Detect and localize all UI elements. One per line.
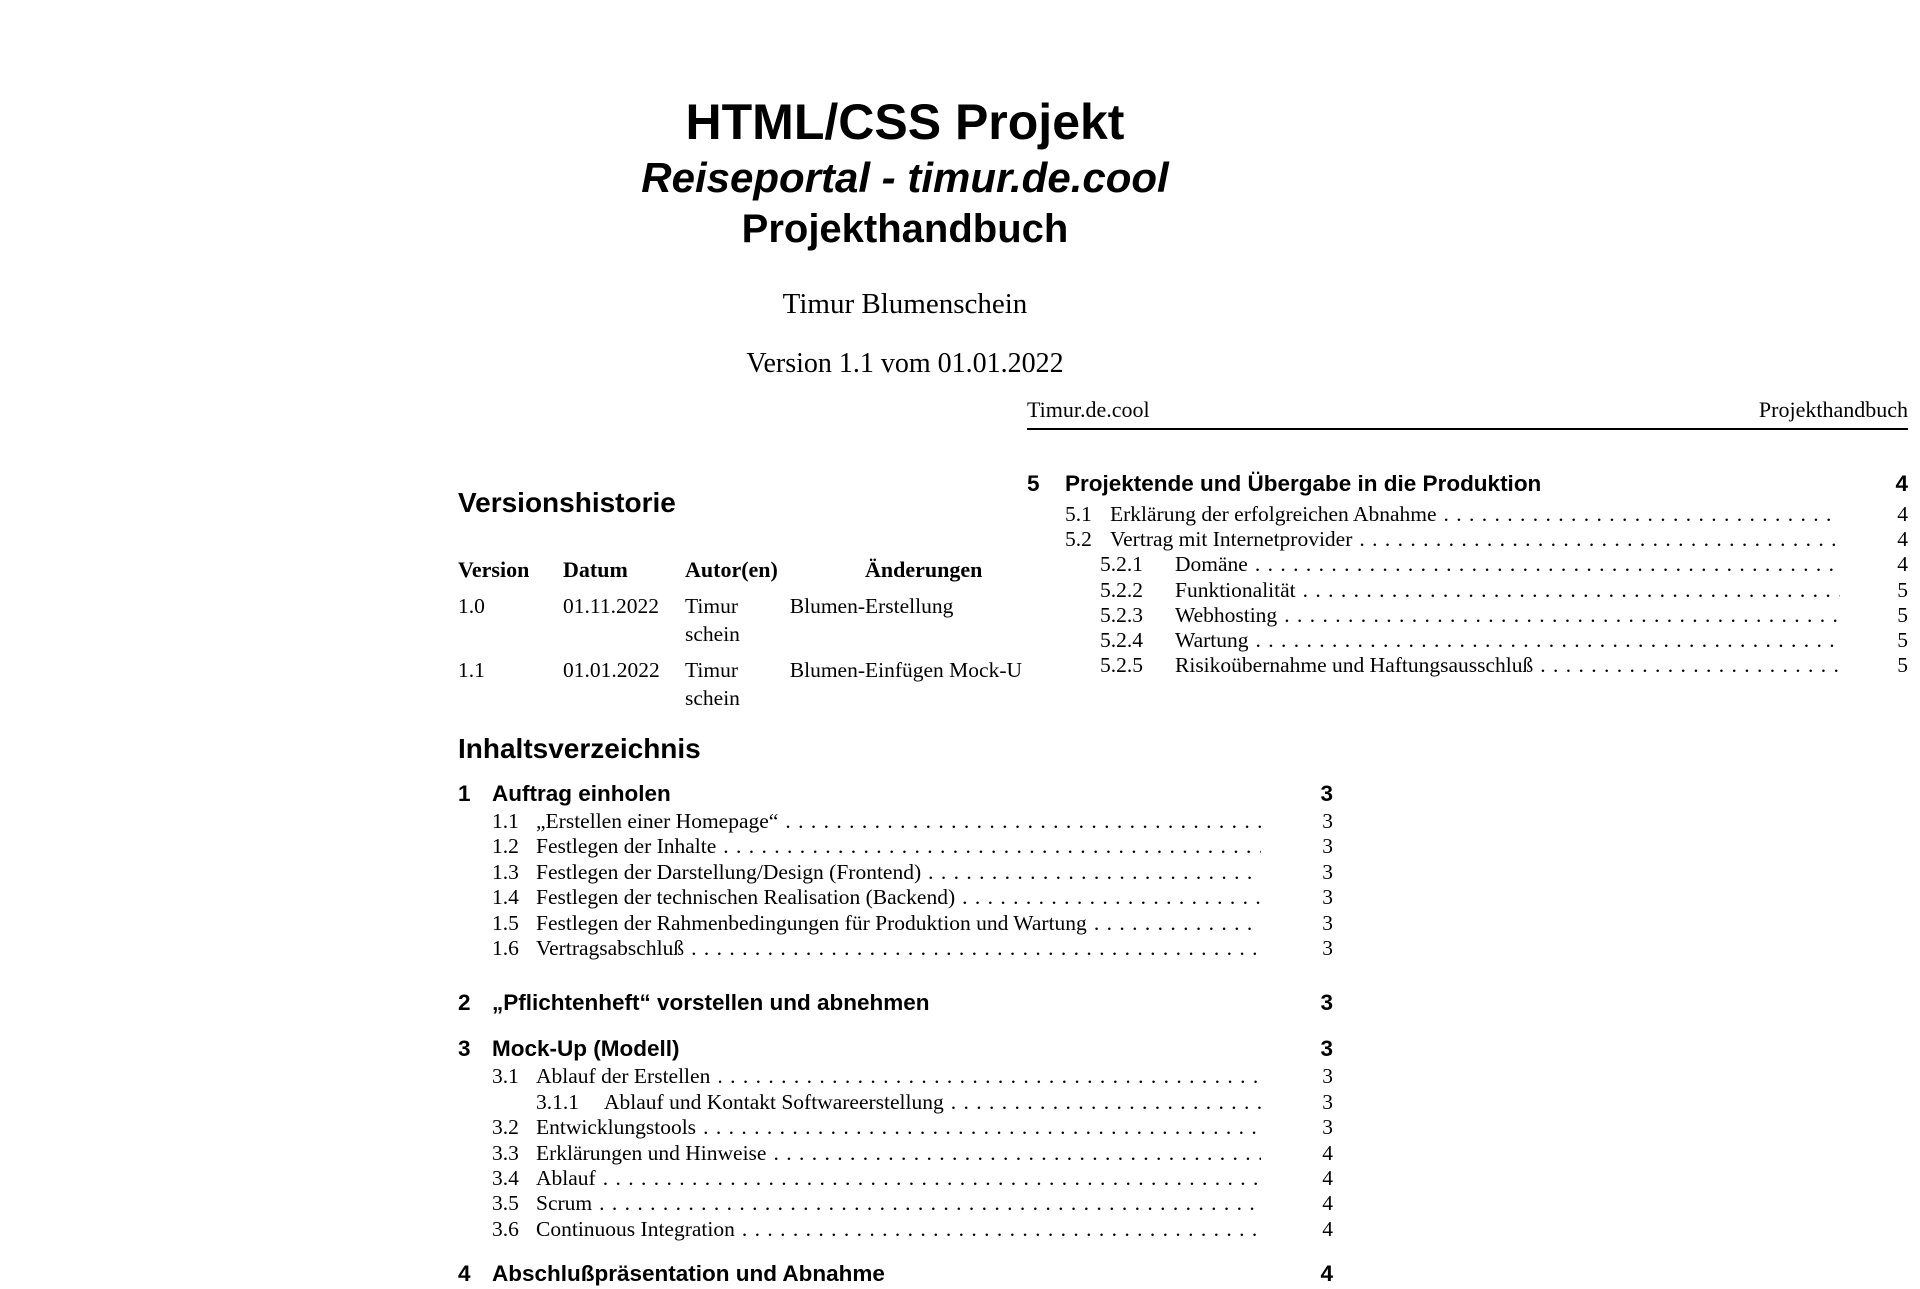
dot-leader xyxy=(1303,578,1840,603)
column-header-version: Version xyxy=(458,557,530,582)
toc-entry-1-2[interactable]: 1.2 Festlegen der Inhalte . . . 3 xyxy=(492,834,1333,859)
toc-entry-1-3[interactable]: 1.3 Festlegen der Darstellung/Design (Frontend) . . . 3 xyxy=(492,860,1333,885)
dot-leader xyxy=(951,1090,1261,1115)
column-header-autoren: Autor(en) xyxy=(685,557,778,582)
toc-entry-1[interactable]: 1 Auftrag einholen 3 xyxy=(458,781,1333,806)
dot-leader xyxy=(1256,628,1841,653)
dot-leader xyxy=(928,860,1261,885)
version-history-heading: Versionshistorie xyxy=(458,487,676,518)
toc-entry-3[interactable]: 3 Mock-Up (Modell) 3 xyxy=(458,1036,1333,1062)
version-history-table xyxy=(458,556,1098,712)
dot-leader xyxy=(599,1191,1261,1216)
table-row: 1.0 01.11.2022 Timur Blumen- schein Erstellung xyxy=(458,594,954,646)
running-header-left: Timur.de.cool xyxy=(1027,397,1150,422)
dot-leader xyxy=(723,834,1261,859)
dot-leader xyxy=(1094,911,1261,936)
column-header-datum: Datum xyxy=(563,557,628,582)
toc-entry-1-1[interactable]: 1.1 „Erstellen einer Homepage“ . . . 3 xyxy=(492,809,1333,834)
dot-leader xyxy=(1540,653,1840,678)
toc-entry-1-4[interactable]: 1.4 Festlegen der technischen Realisation (Backend) . . . 3 xyxy=(492,885,1333,910)
toc-entry-5-2-3[interactable]: 5.2.3 Webhosting . . . 5 xyxy=(1100,603,1908,628)
toc-entry-1-5[interactable]: 1.5 Festlegen der Rahmenbedingungen für Produktion und Wartung . . . 3 xyxy=(492,911,1333,936)
author-name: Timur Blumenschein xyxy=(782,288,1028,320)
page-subtitle: Reiseportal - timur.de.cool xyxy=(641,154,1169,201)
dot-leader xyxy=(1284,603,1840,628)
page-subtitle-2: Projekthandbuch xyxy=(741,207,1069,251)
toc-entry-5-2-5[interactable]: 5.2.5 Risikoübernahme und Haftungsausschluß . . . 5 xyxy=(1100,653,1908,678)
toc-entry-3-1-1[interactable]: 3.1.1 Ablauf und Kontakt Softwareerstellung . . . 3 xyxy=(536,1090,1333,1115)
toc-entry-5-2-2[interactable]: 5.2.2 Funktionalität . . . 5 xyxy=(1100,578,1908,603)
dot-leader xyxy=(703,1115,1261,1140)
toc-entry-5-2[interactable]: 5.2 Vertrag mit Internetprovider . . . 4 xyxy=(1065,527,1908,552)
dot-leader xyxy=(1444,502,1840,527)
dot-leader xyxy=(1359,527,1840,552)
toc-heading: Inhaltsverzeichnis xyxy=(458,733,701,764)
dot-leader xyxy=(742,1217,1261,1242)
toc-entry-4[interactable]: 4 Abschlußpräsentation und Abnahme 4 xyxy=(458,1261,1333,1287)
toc-entry-5[interactable]: 5 Projektende und Übergabe in die Produktion 4 xyxy=(1027,471,1908,496)
truncated-cell: Einfügen Mock-U xyxy=(865,658,1023,682)
toc-right-column xyxy=(1027,470,1908,678)
toc-entry-3-1[interactable]: 3.1 Ablauf der Erstellen . . . 3 xyxy=(492,1064,1333,1089)
running-header-right: Projekthandbuch xyxy=(1758,397,1908,422)
column-header-aenderungen: Änderungen xyxy=(865,557,983,582)
table-header-row xyxy=(458,556,1098,584)
toc-entry-3-3[interactable]: 3.3 Erklärungen und Hinweise . . . 4 xyxy=(492,1141,1333,1166)
toc-entry-3-5[interactable]: 3.5 Scrum . . . 4 xyxy=(492,1191,1333,1216)
version-info: Version 1.1 vom 01.01.2022 xyxy=(746,348,1064,379)
dot-leader xyxy=(717,1064,1261,1089)
dot-leader xyxy=(603,1166,1261,1191)
table-row: 1.1 01.01.2022 Timur Blumen- schein Einfügen Mock-U xyxy=(458,657,1098,712)
toc-entry-3-4[interactable]: 3.4 Ablauf . . . 4 xyxy=(492,1166,1333,1191)
toc-entry-1-6[interactable]: 1.6 Vertragsabschluß . . . 3 xyxy=(492,936,1333,961)
toc-entry-5-2-1[interactable]: 5.2.1 Domäne . . . 4 xyxy=(1100,552,1908,577)
running-header xyxy=(1027,398,1908,430)
dot-leader xyxy=(691,936,1261,961)
toc-left-column xyxy=(458,779,1333,1289)
toc-entry-2[interactable]: 2 „Pflichtenheft“ vorstellen und abnehmen 3 xyxy=(458,990,1333,1016)
toc-entry-5-1[interactable]: 5.1 Erklärung der erfolgreichen Abnahme . . . 4 xyxy=(1065,502,1908,527)
dot-leader xyxy=(773,1141,1261,1166)
toc-entry-5-2-4[interactable]: 5.2.4 Wartung . . . 5 xyxy=(1100,628,1908,653)
toc-entry-3-6[interactable]: 3.6 Continuous Integration . . . 4 xyxy=(492,1217,1333,1242)
dot-leader xyxy=(785,809,1261,834)
dot-leader xyxy=(1255,552,1840,577)
toc-entry-3-2[interactable]: 3.2 Entwicklungstools . . . 3 xyxy=(492,1115,1333,1140)
page-title: HTML/CSS Projekt xyxy=(685,94,1125,150)
dot-leader xyxy=(962,885,1261,910)
